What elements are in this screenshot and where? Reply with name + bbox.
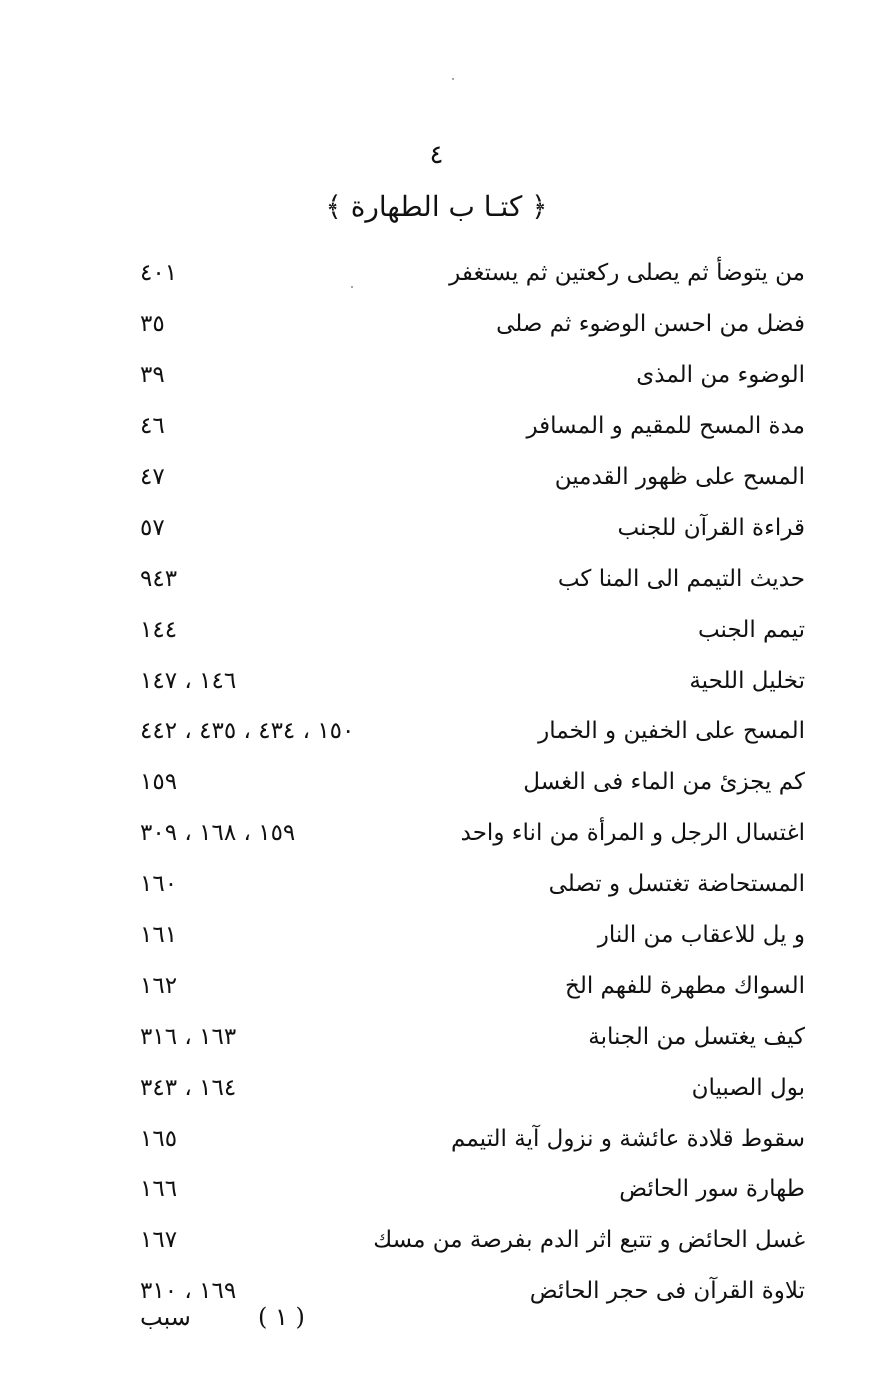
entry-page-numbers: ١٦١ <box>140 922 178 949</box>
index-list <box>140 248 805 1317</box>
entry-page-numbers: ٥٧ <box>140 514 165 541</box>
index-entry <box>140 1062 805 1113</box>
entry-topic: المستحاضة تغتسل و تصلى <box>548 871 805 898</box>
paper-speck <box>452 78 454 80</box>
index-entry <box>140 1164 805 1215</box>
entry-page-numbers: ١٦٩ ، ٣١٠ <box>140 1278 237 1305</box>
entry-topic: اغتسال الرجل و المرأة من اناء واحد <box>460 820 805 847</box>
page-footer <box>140 1303 440 1343</box>
entry-topic: مدة المسح للمقيم و المسافر <box>526 413 805 440</box>
entry-page-numbers: ١٦٣ ، ٣١٦ <box>140 1023 237 1050</box>
index-entry <box>140 960 805 1011</box>
index-entry <box>140 1215 805 1266</box>
index-entry <box>140 706 805 757</box>
index-entry <box>140 299 805 350</box>
index-entry <box>140 452 805 503</box>
entry-page-numbers: ٤٦ <box>140 413 165 440</box>
entry-topic: السواك مطهرة للفهم الخ <box>564 972 805 999</box>
entry-topic: المسح على الخفين و الخمار <box>538 718 805 745</box>
entry-page-numbers: ١٦٤ ، ٣٤٣ <box>140 1074 237 1101</box>
entry-topic: طهارة سور الحائض <box>619 1176 805 1203</box>
entry-topic: الوضوء من المذى <box>636 362 805 389</box>
entry-topic: بول الصبيان <box>691 1074 805 1101</box>
entry-page-numbers: ٤٧ <box>140 464 165 490</box>
index-entry <box>140 1113 805 1164</box>
index-entry <box>140 655 805 706</box>
index-entry <box>140 757 805 808</box>
sheet-number: ( ١ ) <box>258 1303 305 1331</box>
entry-page-numbers: ١٤٤ <box>140 616 178 643</box>
entry-topic: كم يجزئ من الماء فى الغسل <box>523 769 805 796</box>
entry-page-numbers: ١٦٠ <box>140 871 178 898</box>
entry-page-numbers: ١٦٢ <box>140 972 178 999</box>
entry-page-numbers: ٣٥ <box>140 311 165 338</box>
entry-page-numbers: ٩٤٣ <box>140 565 178 592</box>
entry-topic: و يل للاعقاب من النار <box>597 922 805 949</box>
entry-page-numbers: ١٥٩ <box>140 769 178 796</box>
index-entry <box>140 859 805 910</box>
index-entry <box>140 502 805 553</box>
entry-topic: المسح على ظهور القدمين <box>554 464 805 490</box>
entry-page-numbers: ١٤٦ ، ١٤٧ <box>140 667 237 694</box>
entry-topic: حديث التيمم الى المنا كب <box>557 565 805 592</box>
entry-page-numbers: ٤٠١ <box>140 260 178 287</box>
index-entry <box>140 350 805 401</box>
entry-topic: سقوط قلادة عائشة و نزول آية التيمم <box>451 1125 805 1152</box>
entry-topic: تيمم الجنب <box>697 616 805 643</box>
entry-topic: غسل الحائض و تتبع اثر الدم بفرصة من مسك <box>373 1227 805 1254</box>
entry-topic: قراءة القرآن للجنب <box>617 514 805 541</box>
entry-page-numbers: ١٦٥ <box>140 1125 178 1152</box>
signature-mark: سبب <box>140 1303 191 1331</box>
entry-topic: تلاوة القرآن فى حجر الحائض <box>529 1278 805 1305</box>
index-entry <box>140 910 805 961</box>
entry-page-numbers: ١٦٧ <box>140 1227 178 1254</box>
chapter-title: ﴿ كتـا ب الطهارة ﴾ <box>325 190 548 223</box>
index-entry <box>140 248 805 299</box>
index-entry <box>140 808 805 859</box>
entry-page-numbers: ١٦٦ <box>140 1176 178 1203</box>
index-entry <box>140 401 805 452</box>
page-number: ٤ <box>429 140 444 170</box>
index-entry <box>140 1011 805 1062</box>
entry-page-numbers: ٣٩ <box>140 362 165 389</box>
index-entry <box>140 553 805 604</box>
entry-topic: من يتوضأ ثم يصلى ركعتين ثم يستغفر <box>449 260 805 287</box>
paper-speck <box>351 286 353 288</box>
entry-page-numbers: ١٥٠ ، ٤٣٤ ، ٤٣٥ ، ٤٤٢ <box>140 718 355 745</box>
entry-topic: فضل من احسن الوضوء ثم صلى <box>496 311 805 338</box>
index-entry <box>140 604 805 655</box>
entry-topic: تخليل اللحية <box>689 667 805 694</box>
entry-topic: كيف يغتسل من الجنابة <box>588 1023 805 1050</box>
entry-page-numbers: ١٥٩ ، ١٦٨ ، ٣٠٩ <box>140 820 296 847</box>
